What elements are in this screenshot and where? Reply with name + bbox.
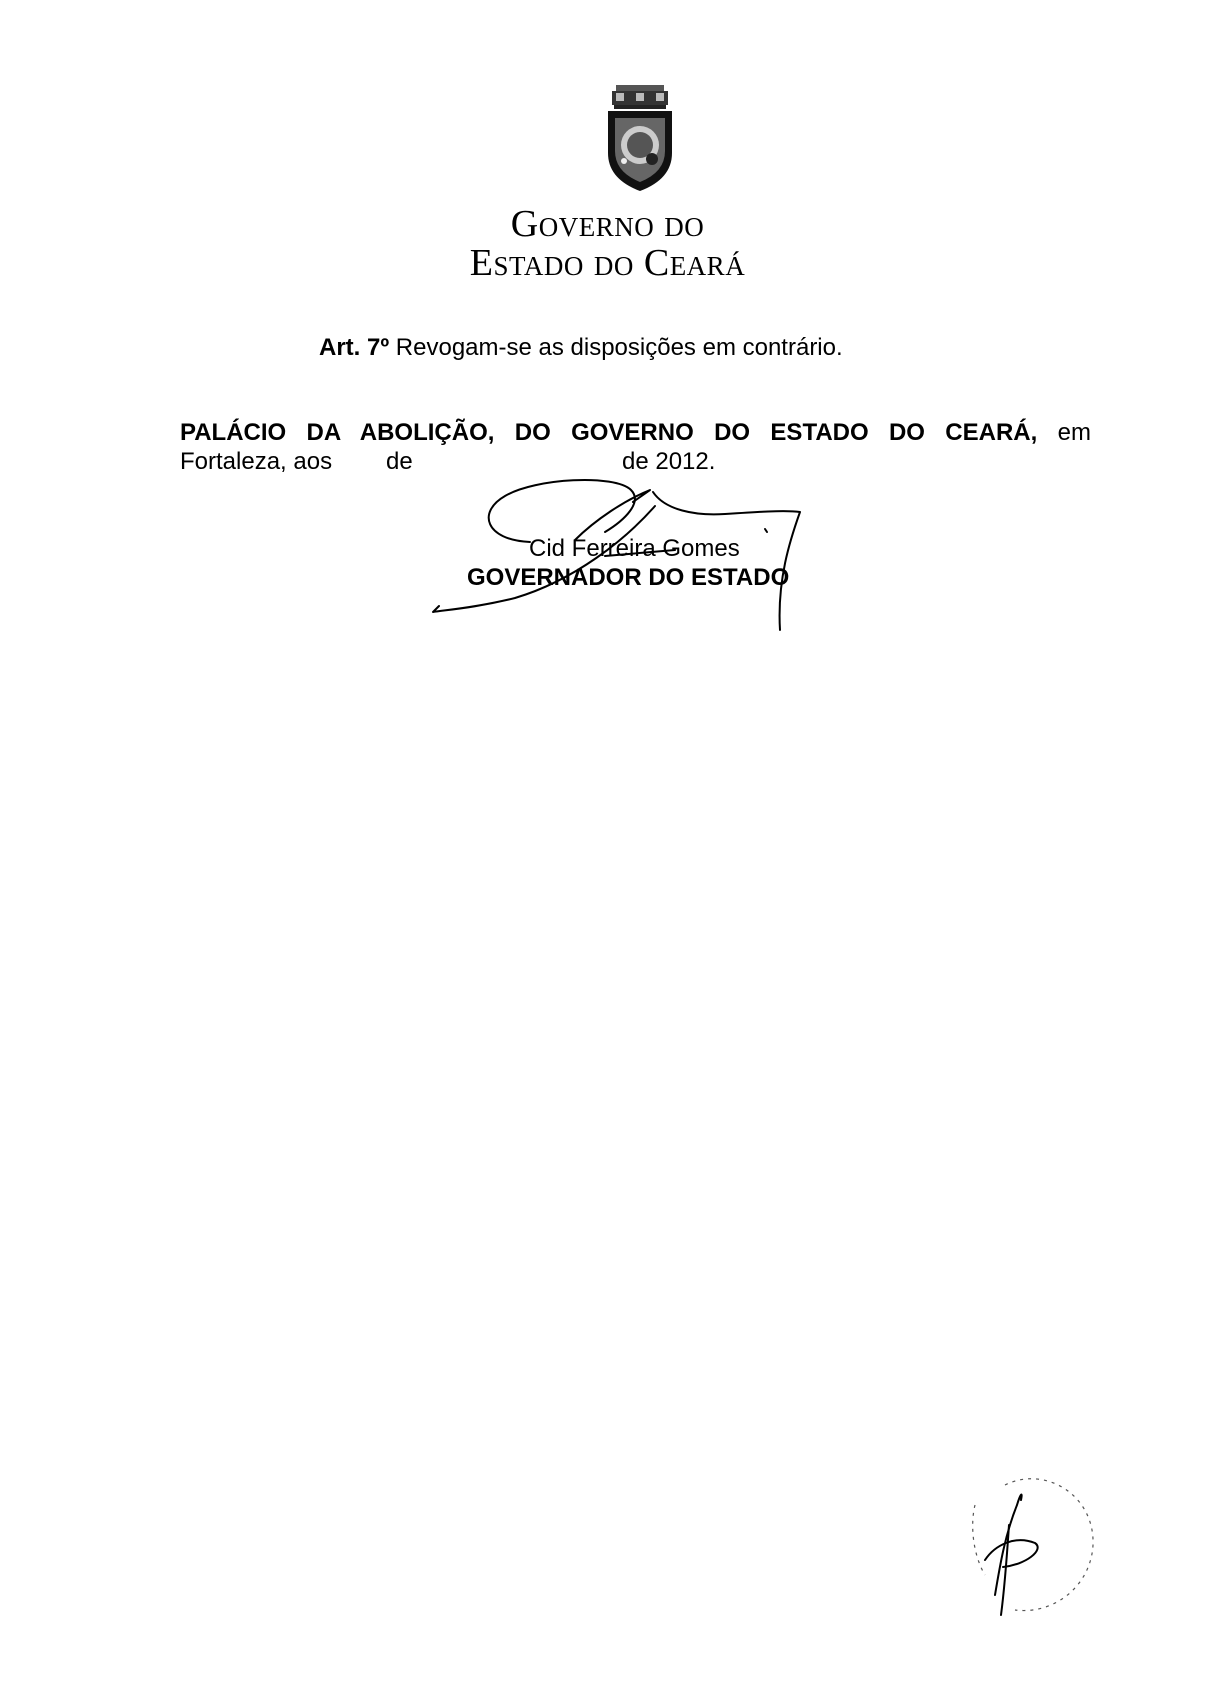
initials-stamp-icon	[965, 1465, 1105, 1625]
handwritten-signature-icon	[425, 470, 875, 650]
palace-name: PALÁCIO DA ABOLIÇÃO, DO GOVERNO DO ESTADO DO CEARÁ,	[180, 419, 1038, 446]
closing-paragraph	[180, 418, 1091, 448]
signatory-title: GOVERNADOR DO ESTADO	[467, 564, 790, 591]
signatory-name: Cid Ferreira Gomes	[529, 535, 740, 562]
article-label: Art. 7º	[319, 334, 390, 361]
article-text: Revogam-se as disposições em contrário.	[389, 334, 843, 361]
closing-city: Fortaleza, aos	[180, 448, 333, 475]
government-header-line2: Estado do Ceará	[469, 242, 746, 284]
closing-em: em	[1057, 419, 1091, 446]
closing-day-de: de	[386, 448, 413, 475]
government-header-line1: Governo do	[510, 203, 705, 245]
closing-year: de 2012.	[622, 448, 716, 475]
ceara-coat-of-arms-icon	[600, 83, 680, 195]
article-7	[319, 333, 843, 363]
